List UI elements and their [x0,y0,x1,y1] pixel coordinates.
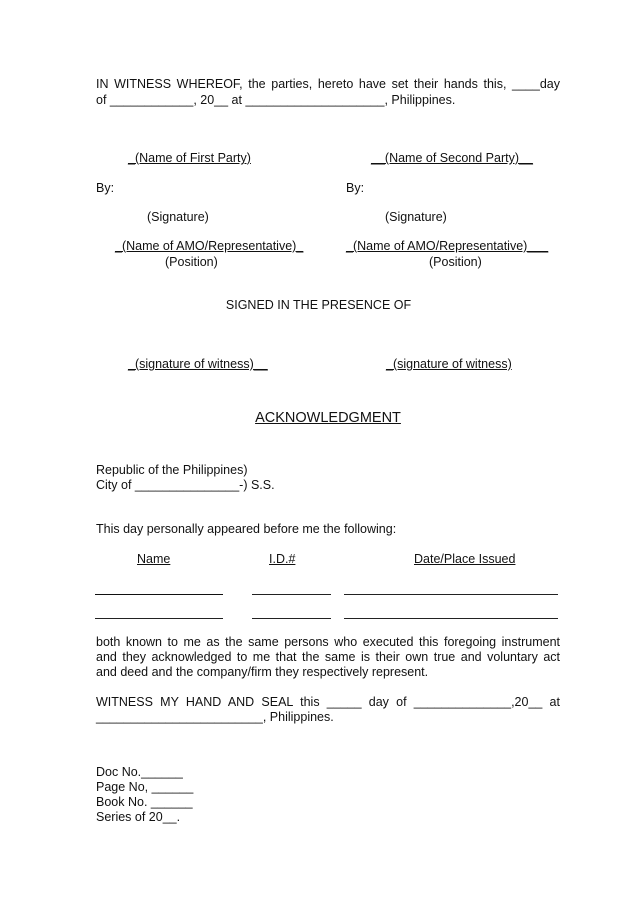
second-party-name: __(Name of Second Party)__ [371,151,533,165]
by-label-right: By: [346,181,365,195]
acknowledgment-body-line-3: and deed and the company/firm they respectively represent. [96,665,429,679]
amo-representative-left: _(Name of AMO/Representative)_ [115,239,304,253]
position-left: (Position) [165,255,218,269]
acknowledgment-title: ACKNOWLEDGMENT [255,410,401,426]
position-right: (Position) [429,255,482,269]
page-no: Page No, ______ [96,780,194,794]
seal-clause-line-1: WITNESS MY HAND AND SEAL this _____ day of ______________,20__ at [96,695,560,709]
signature-left: (Signature) [147,210,209,224]
witness-clause-line-2: of ____________, 20__ at ____________________, Philippines. [96,93,456,107]
table-header-name: Name [137,552,171,566]
seal-clause-line-2: ________________________, Philippines. [96,710,334,724]
by-label-left: By: [96,181,115,195]
venue-republic: Republic of the Philippines) [96,463,248,477]
acknowledgment-body-line-1: both known to me as the same persons who executed this foregoing instrument [96,635,560,649]
table-row-1-id-line [252,594,331,595]
venue-city: City of _______________-) S.S. [96,478,275,492]
table-row-2-name-line [95,618,223,619]
series-of: Series of 20__. [96,810,181,824]
witness-signature-right: _(signature of witness) [386,357,512,371]
table-row-1-date-place-line [344,594,558,595]
first-party-name: _(Name of First Party) [128,151,251,165]
table-row-2-date-place-line [344,618,558,619]
signed-in-presence-heading: SIGNED IN THE PRESENCE OF [225,298,412,312]
witness-signature-left: _(signature of witness)__ [128,357,268,371]
table-header-id: I.D.# [269,552,296,566]
doc-no: Doc No.______ [96,765,183,779]
table-row-1-name-line [95,594,223,595]
acknowledgment-body-line-2: and they acknowledged to me that the same is their own true and voluntary act [96,650,560,664]
table-row-2-id-line [252,618,331,619]
book-no: Book No. ______ [96,795,193,809]
table-header-date-place: Date/Place Issued [414,552,516,566]
amo-representative-right: _(Name of AMO/Representative)___ [346,239,549,253]
personally-appeared-text: This day personally appeared before me the following: [96,522,397,536]
signature-right: (Signature) [385,210,447,224]
witness-clause-line-1: IN WITNESS WHEREOF, the parties, hereto have set their hands this, ____day [96,77,560,91]
